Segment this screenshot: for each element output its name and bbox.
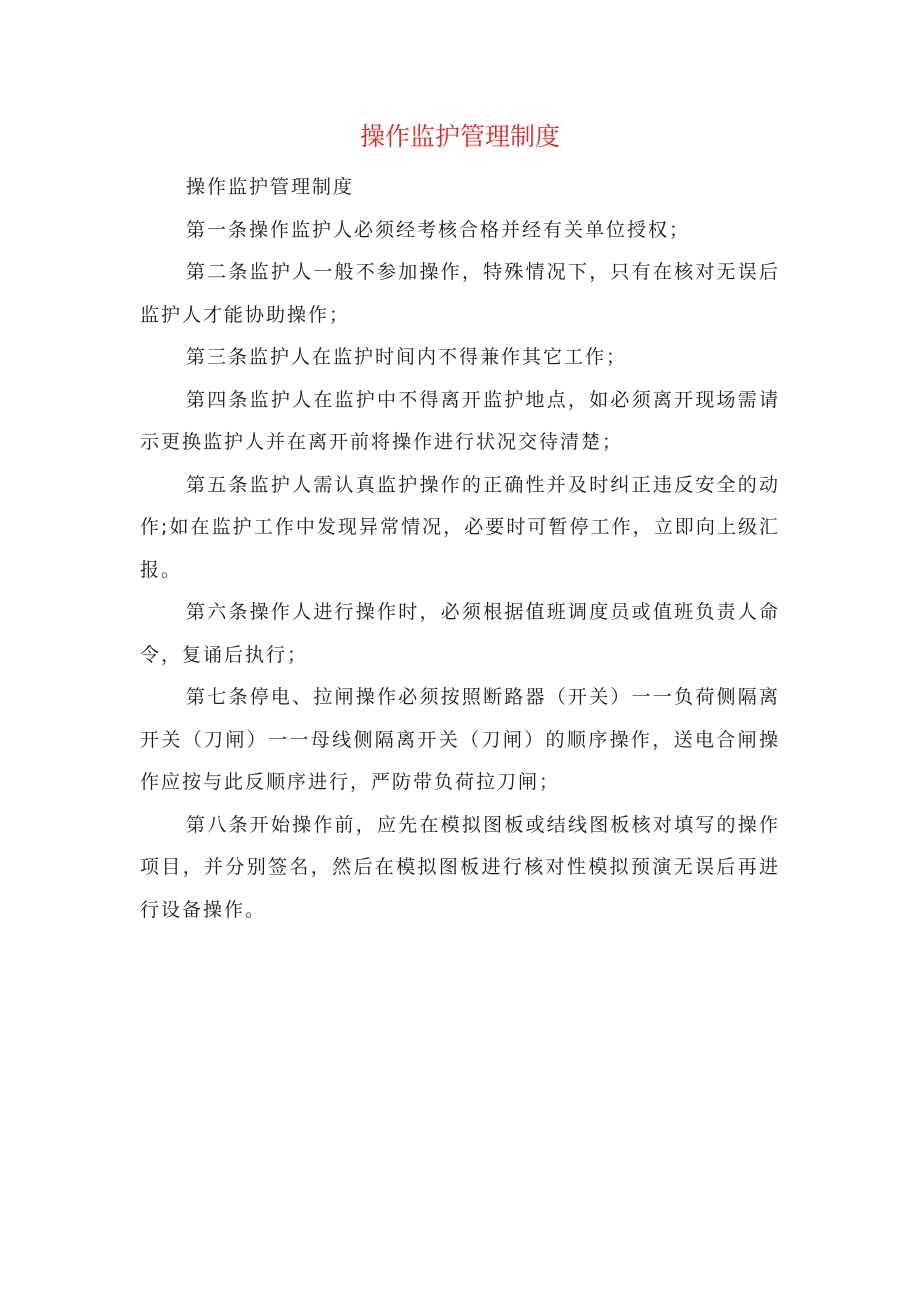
paragraph-heading: 操作监护管理制度 — [186, 176, 355, 198]
document-title: 操作监护管理制度 — [359, 122, 560, 151]
paragraph-article-1: 第一条操作监护人必须经考核合格并经有关单位授权； — [186, 218, 691, 241]
document-body — [140, 166, 780, 931]
paragraph-article-6: 第六条操作人进行操作时，必须根据值班调度员或值班负责人命令，复诵后执行； — [140, 601, 780, 666]
paragraph-article-4: 第四条监护人在监护中不得离开监护地点，如必须离开现场需请示更换监护人并在离开前将操作进行状况交待清楚； — [140, 388, 780, 453]
paragraph-article-8: 第八条开始操作前，应先在模拟图板或结线图板核对填写的操作项目，并分别签名，然后在模拟图板进行核对性模拟预演无误后再进行设备操作。 — [140, 813, 780, 921]
paragraph-article-7: 第七条停电、拉闸操作必须按照断路器（开关）一一负荷侧隔离开关（刀闸）一一母线侧隔离开关（刀闸）的顺序操作，送电合闸操作应按与此反顺序进行，严防带负荷拉刀闸； — [140, 686, 780, 793]
paragraph-article-3: 第三条监护人在监护时间内不得兼作其它工作； — [186, 346, 628, 368]
paragraph-article-5: 第五条监护人需认真监护操作的正确性并及时纠正违反安全的动作;如在监护工作中发现异常情况，必要时可暂停工作，立即向上级汇报。 — [140, 473, 780, 581]
paragraph-article-2: 第二条监护人一般不参加操作，特殊情况下，只有在核对无误后监护人才能协助操作； — [140, 261, 780, 326]
